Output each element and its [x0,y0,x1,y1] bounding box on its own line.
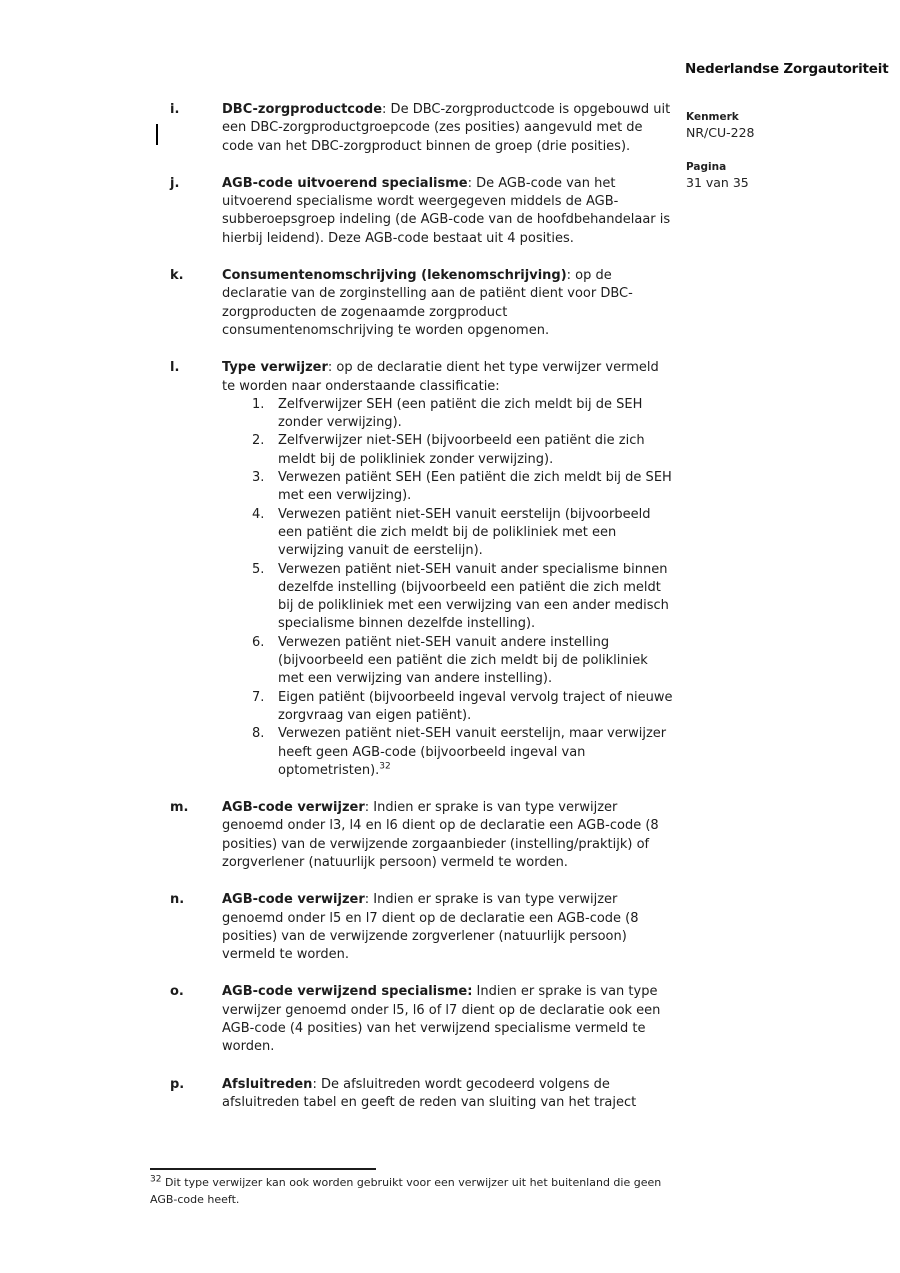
item-body [222,1076,674,1113]
item-term: Consumentenomschrijving (lekenomschrijving) [222,268,567,284]
pagina-label: Pagina [686,161,727,173]
pagina-block [686,161,856,190]
item-body [222,359,674,780]
item-term: Type verwijzer [222,360,328,376]
sublist-item [252,469,674,506]
item-text: Afsluitreden: De afsluitreden wordt gecodeerd volgens de afsluitreden tabel en geeft de reden van sluiting van het traject [222,1076,637,1110]
sublist-number: 2. [252,433,265,449]
sublist-item [252,506,674,561]
kenmerk-label: Kenmerk [686,111,739,123]
sublist-text: Zelfverwijzer niet-SEH (bijvoorbeeld een patiënt die zich meldt bij de polikliniek zonder verwijzing). [278,433,645,467]
kenmerk-block [686,111,856,140]
item-body [222,101,674,156]
sublist-item [252,396,674,433]
document-meta-sidebar [686,111,856,190]
document-item [170,1076,678,1113]
sublist-text: Zelfverwijzer SEH (een patiënt die zich meldt bij de SEH zonder verwijzing). [278,396,643,431]
item-text: AGB-code verwijzend specialisme: Indien er sprake is van type verwijzer genoemd onder l5, l6 of l7 dient op de declaratie ook een AGB-code (4 posities) van het verwijzend specialisme vermeld te worden. [222,984,661,1055]
footnote-body: Dit type verwijzer kan ook worden gebruikt voor een verwijzer uit het buitenland die geen AGB-code heeft. [150,1176,662,1206]
sublist-item [252,689,674,726]
sublist-number: 6. [252,634,265,650]
document-item [170,267,678,340]
item-letter: p. [170,1076,185,1092]
item-term: DBC-zorgproductcode [222,102,383,117]
organization-name: Nederlandse Zorgautoriteit [685,61,889,77]
item-text: AGB-code uitvoerend specialisme: De AGB-code van het uitvoerend specialisme wordt weergegeven middels de AGB-subberoepsgroep indeling (de AGB-code van de hoofdbehandelaar is hierbij leidend). Deze AGB-code bestaat uit 4 posities. [222,175,671,246]
document-items [170,101,678,1131]
sublist-item [252,725,674,780]
item-body [222,267,674,340]
item-letter: m. [170,800,189,816]
item-letter: l. [170,360,180,376]
document-item [170,175,678,248]
sublist-number: 8. [252,726,265,742]
pagina-value: 31 van 35 [686,175,749,190]
item-letter: n. [170,892,185,908]
document-item [170,359,678,780]
item-term: AGB-code verwijzer [222,800,365,816]
item-sublist [252,396,674,780]
item-letter: i. [170,102,180,117]
item-term: AGB-code verwijzer [222,892,365,908]
sublist-item [252,634,674,689]
footnote [150,1168,690,1208]
sublist-number: 4. [252,506,265,522]
item-term: Afsluitreden [222,1076,313,1092]
sublist-item [252,561,674,634]
item-body [222,799,674,872]
document-item [170,799,678,872]
sublist-text: Verwezen patiënt SEH (Een patiënt die zich meldt bij de SEH met een verwijzing). [278,470,672,504]
kenmerk-value: NR/CU-228 [686,125,755,140]
footnote-text [150,1175,682,1208]
footnote-ref: 32 [379,761,391,772]
item-term: AGB-code uitvoerend specialisme [222,175,468,191]
sublist-text: Verwezen patiënt niet-SEH vanuit ander specialisme binnen dezelfde instelling (bijvoorbeeld een patiënt die zich meldt bij de polikliniek met een verwijzing van een ander medisch specialisme binnen dezelfde instelling). [278,561,669,632]
sublist-text: Verwezen patiënt niet-SEH vanuit andere instelling (bijvoorbeeld een patiënt die zich meldt bij de polikliniek met een verwijzing van andere instelling). [278,634,648,687]
item-body [222,891,674,964]
sublist-text: Verwezen patiënt niet-SEH vanuit eerstelijn, maar verwijzer heeft geen AGB-code (bijvoorbeeld ingeval van optometristen).$^{32}$ [278,726,667,778]
sublist-number: 3. [252,470,265,486]
item-text: AGB-code verwijzer: Indien er sprake is van type verwijzer genoemd onder l5 en l7 dient op de declaratie een AGB-code (8 posities) van de verwijzende zorgverlener (natuurlijk persoon) vermeld te worden. [222,892,639,963]
item-term: AGB-code verwijzend specialisme: [222,984,473,1000]
item-text: Type verwijzer: op de declaratie dient het type verwijzer vermeld te worden naar onderstaande classificatie: [222,360,659,394]
footnote-divider [150,1168,376,1170]
item-body [222,175,674,248]
item-letter: j. [170,175,180,191]
footnote-marker: 32 [150,1174,162,1185]
sublist-number: 7. [252,689,265,705]
item-body [222,983,674,1056]
document-item [170,101,678,156]
sublist-text: Eigen patiënt (bijvoorbeeld ingeval vervolg traject of nieuwe zorgvraag van eigen patiënt). [278,689,673,723]
item-text: Consumentenomschrijving (lekenomschrijving): op de declaratie van de zorginstelling aan de patiënt dient voor DBC-zorgproducten de zogenaamde zorgproduct consumentenomschrijving te worden opgenomen. [222,268,633,338]
document-item [170,891,678,964]
sublist-item [252,432,674,469]
item-text: AGB-code verwijzer: Indien er sprake is van type verwijzer genoemd onder l3, l4 en l6 dient op de declaratie een AGB-code (8 posities) van de verwijzende zorgaanbieder (instelling/praktijk) of zorgverlener (natuurlijk persoon) vermeld te worden. [222,800,659,870]
sublist-text: Verwezen patiënt niet-SEH vanuit eerstelijn (bijvoorbeeld een patiënt die zich meldt bij de polikliniek met een verwijzing vanuit de eerstelijn). [278,506,651,559]
item-letter: o. [170,984,184,1000]
document-item [170,983,678,1056]
item-letter: k. [170,268,184,284]
sublist-number: 1. [252,396,265,412]
margin-change-bar [156,124,158,145]
item-text: DBC-zorgproductcode: De DBC-zorgproductcode is opgebouwd uit een DBC-zorgproductgroepcode (zes posities) aangevuld met de code van het DBC-zorgproduct binnen de groep (drie posities). [222,102,671,154]
sublist-number: 5. [252,561,265,577]
